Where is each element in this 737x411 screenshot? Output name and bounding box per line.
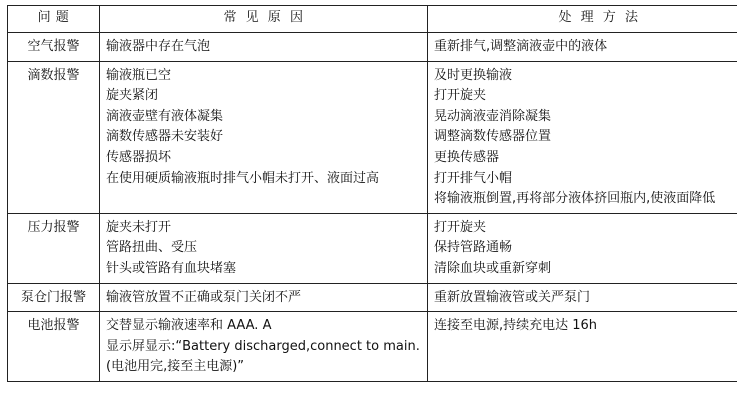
table-row bbox=[8, 213, 737, 283]
solution-line: 打开旋夹 bbox=[434, 88, 487, 104]
causes-cell bbox=[100, 312, 428, 382]
cause-line: 针头或管路有血块堵塞 bbox=[106, 260, 237, 276]
causes-cell bbox=[100, 33, 428, 62]
problem-cell: 电池报警 bbox=[8, 312, 100, 382]
header-common-causes: 常 见 原 因 bbox=[100, 6, 428, 33]
solution-line: 保持管路通畅 bbox=[434, 240, 513, 256]
problem-cell: 泵仓门报警 bbox=[8, 283, 100, 312]
causes-cell bbox=[100, 213, 428, 283]
cause-line: 输液瓶已空 bbox=[106, 67, 172, 83]
table-row bbox=[8, 312, 737, 382]
solution-line: 连接至电源,持续充电达 16h bbox=[434, 318, 598, 334]
alarm-troubleshooting-table bbox=[7, 5, 737, 382]
header-problem: 问 题 bbox=[8, 6, 100, 33]
solutions-cell bbox=[428, 312, 737, 382]
solutions-cell bbox=[428, 213, 737, 283]
table-row bbox=[8, 61, 737, 213]
solution-line: 将输液瓶倒置,再将部分液体挤回瓶内,使液面降低 bbox=[434, 191, 716, 207]
solution-line: 更换传感器 bbox=[434, 149, 500, 165]
causes-cell bbox=[100, 283, 428, 312]
cause-line: 显示屏显示:“Battery discharged,connect to main.(电池用完,接至主电源)” bbox=[106, 338, 420, 375]
solution-line: 重新排气,调整滴液壶中的液体 bbox=[434, 39, 608, 54]
cause-line: 传感器损坏 bbox=[106, 149, 172, 165]
solutions-cell bbox=[428, 33, 737, 62]
solutions-cell bbox=[428, 61, 737, 213]
cause-line: 滴液壶壁有液体凝集 bbox=[106, 108, 224, 124]
cause-line: 管路扭曲、受压 bbox=[106, 240, 198, 256]
table-row bbox=[8, 283, 737, 312]
solutions-cell bbox=[428, 283, 737, 312]
cause-line: 输液器中存在气泡 bbox=[106, 39, 211, 54]
cause-line: 输液管放置不正确或泵门关闭不严 bbox=[106, 289, 302, 305]
solution-line: 及时更换输液 bbox=[434, 67, 513, 83]
header-solutions: 处 理 方 法 bbox=[428, 6, 737, 33]
problem-cell: 空气报警 bbox=[8, 33, 100, 62]
solution-line: 重新放置输液管或关严泵门 bbox=[434, 289, 591, 305]
problem-cell: 滴数报警 bbox=[8, 61, 100, 213]
cause-line: 滴数传感器未安装好 bbox=[106, 129, 224, 145]
table-row bbox=[8, 33, 737, 62]
solution-line: 打开排气小帽 bbox=[434, 170, 513, 186]
causes-cell bbox=[100, 61, 428, 213]
cause-line: 在使用硬质输液瓶时排气小帽未打开、液面过高 bbox=[106, 170, 380, 186]
cause-line: 交替显示输液速率和 AAA. A bbox=[106, 318, 272, 334]
problem-cell: 压力报警 bbox=[8, 213, 100, 283]
solution-line: 调整滴数传感器位置 bbox=[434, 129, 552, 145]
solution-line: 打开旋夹 bbox=[434, 219, 487, 235]
solution-line: 清除血块或重新穿刺 bbox=[434, 260, 552, 276]
cause-line: 旋夹未打开 bbox=[106, 219, 172, 235]
cause-line: 旋夹紧闭 bbox=[106, 88, 159, 104]
solution-line: 晃动滴液壶消除凝集 bbox=[434, 108, 552, 124]
table-header-row bbox=[8, 6, 737, 33]
